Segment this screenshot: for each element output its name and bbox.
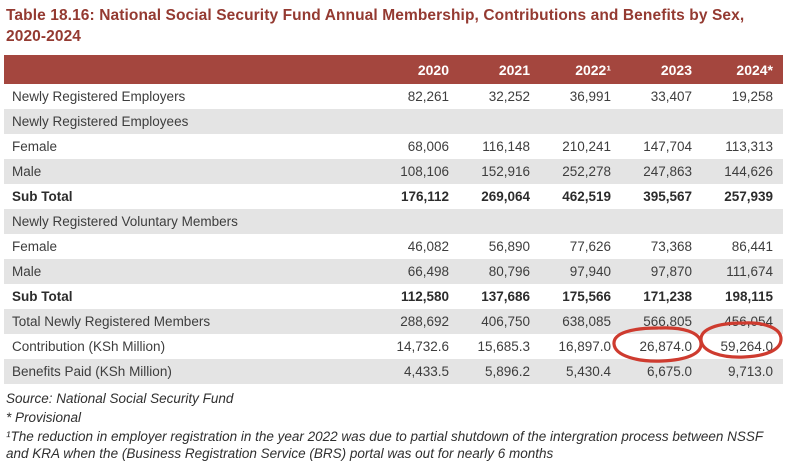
cell-2020: 66,498 bbox=[378, 259, 459, 284]
row-label: Male bbox=[4, 259, 378, 284]
row-label: Sub Total bbox=[12, 289, 73, 304]
table-body bbox=[4, 84, 783, 384]
cell-2020: 68,006 bbox=[407, 139, 449, 154]
cell-2023: 566,805 bbox=[621, 309, 702, 334]
cell-2023: 147,704 bbox=[643, 139, 692, 154]
section-row bbox=[4, 109, 783, 134]
cell-2024: 257,939 bbox=[724, 189, 773, 204]
header-label-cell bbox=[4, 55, 378, 84]
cell-2023: 73,368 bbox=[650, 239, 692, 254]
cell-2022: 175,566 bbox=[562, 289, 611, 304]
cell-2020 bbox=[378, 209, 459, 234]
row-label: Female bbox=[12, 239, 58, 254]
cell-2022: 77,626 bbox=[569, 239, 611, 254]
cell-2024: 9,713.0 bbox=[702, 359, 783, 384]
table-header bbox=[4, 55, 783, 84]
cell-2022: 97,940 bbox=[540, 259, 621, 284]
table-row bbox=[4, 84, 783, 109]
cell-2020: 4,433.5 bbox=[378, 359, 459, 384]
cell-2020: 82,261 bbox=[407, 89, 449, 104]
cell-2020: 14,732.6 bbox=[396, 339, 449, 354]
header-year-2022: 2022¹ bbox=[540, 55, 621, 84]
cell-2022: 252,278 bbox=[540, 159, 621, 184]
cell-2022 bbox=[540, 209, 621, 234]
table-row bbox=[4, 234, 783, 259]
cell-2022: 210,241 bbox=[562, 139, 611, 154]
cell-2021: 406,750 bbox=[459, 309, 540, 334]
cell-2024: 456,054 bbox=[702, 309, 783, 334]
table-row bbox=[4, 359, 783, 384]
cell-2024: 198,115 bbox=[724, 289, 773, 304]
row-label: Newly Registered Employees bbox=[4, 109, 378, 134]
table-row bbox=[4, 184, 783, 209]
row-label: Benefits Paid (KSh Million) bbox=[4, 359, 378, 384]
cell-2024: 144,626 bbox=[702, 159, 783, 184]
cell-2020 bbox=[378, 109, 459, 134]
cell-2023 bbox=[621, 109, 702, 134]
header-year-2020: 2020 bbox=[378, 55, 459, 84]
cell-2023 bbox=[621, 209, 702, 234]
cell-2024 bbox=[702, 109, 783, 134]
cell-2021: 15,685.3 bbox=[477, 339, 530, 354]
cell-2022 bbox=[540, 109, 621, 134]
cell-2022: 16,897.0 bbox=[558, 339, 611, 354]
cell-2022: 5,430.4 bbox=[540, 359, 621, 384]
row-label: Newly Registered Voluntary Members bbox=[4, 209, 378, 234]
footnote-1: ¹The reduction in employer registration in the year 2022 was due to partial shutdown of the intergration process between NSSF and KRA when the (Business Registration Service (BRS) portal was out for nearly 6 months bbox=[6, 428, 763, 462]
table-title: Table 18.16: National Social Security Fund Annual Membership, Contributions and Benefits by Sex, 2020-2024 bbox=[6, 7, 745, 45]
cell-2022: 36,991 bbox=[569, 89, 611, 104]
cell-2020: 288,692 bbox=[378, 309, 459, 334]
cell-2023: 171,238 bbox=[643, 289, 692, 304]
cell-2021: 137,686 bbox=[481, 289, 530, 304]
cell-2021: 5,896.2 bbox=[459, 359, 540, 384]
table-row bbox=[4, 309, 783, 334]
header-year-2023: 2023 bbox=[621, 55, 702, 84]
nssf-table bbox=[4, 55, 783, 384]
cell-2021: 269,064 bbox=[481, 189, 530, 204]
cell-2020: 176,112 bbox=[400, 189, 449, 204]
row-label: Newly Registered Employers bbox=[12, 89, 186, 104]
table-footnotes bbox=[6, 390, 782, 464]
cell-2023: 26,874.0 bbox=[639, 339, 692, 354]
table-row bbox=[4, 284, 783, 309]
header-year-2021: 2021 bbox=[459, 55, 540, 84]
cell-2024 bbox=[702, 209, 783, 234]
cell-2021: 32,252 bbox=[488, 89, 530, 104]
table-row bbox=[4, 334, 783, 359]
table-row bbox=[4, 159, 783, 184]
row-label: Sub Total bbox=[12, 189, 73, 204]
table-row bbox=[4, 259, 783, 284]
cell-2023: 97,870 bbox=[621, 259, 702, 284]
section-row bbox=[4, 209, 783, 234]
header-year-2024: 2024* bbox=[702, 55, 783, 84]
cell-2020: 112,580 bbox=[400, 289, 449, 304]
row-label: Male bbox=[4, 159, 378, 184]
table-row bbox=[4, 134, 783, 159]
cell-2024: 19,258 bbox=[731, 89, 773, 104]
cell-2021 bbox=[459, 109, 540, 134]
cell-2023: 33,407 bbox=[650, 89, 692, 104]
cell-2022: 462,519 bbox=[562, 189, 611, 204]
cell-2023: 6,675.0 bbox=[621, 359, 702, 384]
cell-2024: 111,674 bbox=[702, 259, 783, 284]
cell-2023: 395,567 bbox=[643, 189, 692, 204]
cell-2023: 247,863 bbox=[621, 159, 702, 184]
cell-2021 bbox=[459, 209, 540, 234]
cell-2020: 108,106 bbox=[378, 159, 459, 184]
row-label: Female bbox=[12, 139, 58, 154]
provisional-note: * Provisional bbox=[6, 409, 82, 425]
cell-2021: 152,916 bbox=[459, 159, 540, 184]
row-label: Contribution (KSh Million) bbox=[12, 339, 166, 354]
cell-2021: 80,796 bbox=[459, 259, 540, 284]
cell-2024: 59,264.0 bbox=[720, 339, 773, 354]
cell-2024: 113,313 bbox=[725, 139, 773, 154]
cell-2021: 116,148 bbox=[482, 139, 530, 154]
cell-2021: 56,890 bbox=[488, 239, 530, 254]
cell-2022: 638,085 bbox=[540, 309, 621, 334]
row-label: Total Newly Registered Members bbox=[4, 309, 378, 334]
cell-2024: 86,441 bbox=[731, 239, 773, 254]
cell-2020: 46,082 bbox=[407, 239, 449, 254]
source-note: Source: National Social Security Fund bbox=[6, 391, 234, 406]
header-row bbox=[4, 55, 783, 84]
